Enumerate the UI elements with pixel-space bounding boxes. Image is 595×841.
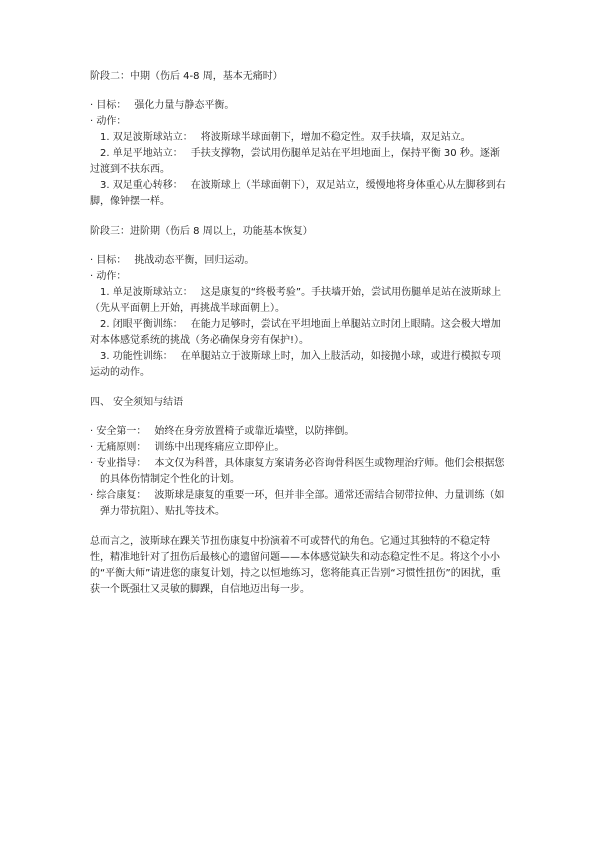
stage3-item-3 <box>90 349 508 381</box>
safety-section <box>90 424 508 520</box>
conclusion-paragraph: 总而言之，波斯球在踝关节扭伤康复中扮演着不可或替代的角色。它通过其独特的不稳定特性，精准地针对了扭伤后最核心的遗留问题——本体感觉缺失和动态稳定性不足。将这个小小的“平衡大师”请进您的康复计划，持之以恒地练习，您将能真正告别“习惯性扭伤”的困扰，重获一个既强壮又灵敏的脚踝，自信地迈出每一步。 <box>90 536 501 595</box>
item-name: 双足重心转移： <box>112 180 183 191</box>
safety-title: 四、 安全须知与结语 <box>90 397 184 408</box>
stage3-item-2 <box>90 317 508 349</box>
item-name: 单足平地站立： <box>112 148 183 159</box>
item-name: 综合康复： <box>96 490 147 501</box>
stage2-item-1 <box>90 130 508 146</box>
item-text: 这是康复的“终极考验”。手扶墙开始，尝试用伤腿单足站在波斯球上（先从平面朝上开始，再挑战半球面朝上）。 <box>90 287 502 314</box>
safety-item-1: · 安全第一： 始终在身旁放置椅子或靠近墙壁，以防摔倒。 <box>90 426 355 437</box>
item-text: 波斯球是康复的重要一环，但并非全部。通常还需结合韧带拉伸、力量训练（如弹力带抗阻）、贴扎等技术。 <box>100 490 505 517</box>
item-name: 功能性训练： <box>112 351 173 362</box>
safety-item-3: · 专业指导： 本文仅为科普，具体康复方案请务必咨询骨科医生或物理治疗师。他们会根据您的具体伤情制定个性化的计划。 <box>90 458 505 485</box>
goal-label: 目标： <box>96 100 127 111</box>
item-number: 2. <box>100 319 110 330</box>
stage2-actions-label: · 动作： <box>90 116 127 127</box>
stage2-section <box>90 98 508 210</box>
actions-label: 动作： <box>96 271 127 282</box>
goal-label: 目标： <box>96 255 127 266</box>
safety-item-4: · 综合康复： 波斯球是康复的重要一环，但并非全部。通常还需结合韧带拉伸、力量训练（如弹力带抗阻）、贴扎等技术。 <box>90 490 505 517</box>
item-text: 本文仅为科普，具体康复方案请务必咨询骨科医生或物理治疗师。他们会根据您的具体伤情制定个性化的计划。 <box>100 458 505 485</box>
actions-label: 动作： <box>96 116 127 127</box>
item-number: 2. <box>100 148 110 159</box>
item-text: 训练中出现疼痛应立即停止。 <box>154 442 285 453</box>
goal-text: 强化力量与静态平衡。 <box>134 100 235 111</box>
document-body <box>90 69 508 598</box>
item-name: 双足波斯球站立： <box>112 132 193 143</box>
stage3-title: 阶段三：进阶期（伤后 8 周以上，功能基本恢复） <box>90 226 313 237</box>
item-text: 在能力足够时，尝试在平坦地面上单腿站立时闭上眼睛。这会极大增加对本体感觉系统的挑战（务必确保身旁有保护!）。 <box>90 319 501 346</box>
stage3-section <box>90 253 508 381</box>
stage2-item-2 <box>90 146 508 178</box>
item-number: 3. <box>100 351 110 362</box>
item-text: 始终在身旁放置椅子或靠近墙壁，以防摔倒。 <box>154 426 355 437</box>
item-number: 3. <box>100 180 110 191</box>
stage3-item-1 <box>90 285 508 317</box>
item-number: 1. <box>100 132 110 143</box>
stage2-title: 阶段二：中期（伤后 4-8 周，基本无痛时） <box>90 71 283 82</box>
goal-text: 挑战动态平衡，回归运动。 <box>134 255 255 266</box>
item-name: 安全第一： <box>96 426 147 437</box>
stage3-goal: · 目标： 挑战动态平衡，回归运动。 <box>90 255 255 266</box>
item-name: 无痛原则： <box>96 442 147 453</box>
stage2-item-3 <box>90 178 508 210</box>
safety-item-2: · 无痛原则： 训练中出现疼痛应立即停止。 <box>90 442 285 453</box>
item-name: 专业指导： <box>96 458 147 469</box>
item-name: 单足波斯球站立： <box>112 287 193 298</box>
item-name: 闭眼平衡训练： <box>112 319 183 330</box>
item-text: 将波斯球半球面朝下，增加不稳定性。双手扶墙，双足站立。 <box>200 132 471 143</box>
item-text: 在波斯球上（半球面朝下），双足站立，缓慢地将身体重心从左脚移到右脚，像钟摆一样。 <box>90 180 506 207</box>
stage2-goal: · 目标： 强化力量与静态平衡。 <box>90 100 235 111</box>
stage3-actions-label: · 动作： <box>90 271 127 282</box>
item-text: 手扶支撑物，尝试用伤腿单足站在平坦地面上，保持平衡 30 秒。逐渐过渡到不扶东西。 <box>90 148 500 175</box>
item-text: 在单腿站立于波斯球上时，加入上肢活动，如接抛小球，或进行模拟专项运动的动作。 <box>90 351 501 378</box>
item-number: 1. <box>100 287 110 298</box>
